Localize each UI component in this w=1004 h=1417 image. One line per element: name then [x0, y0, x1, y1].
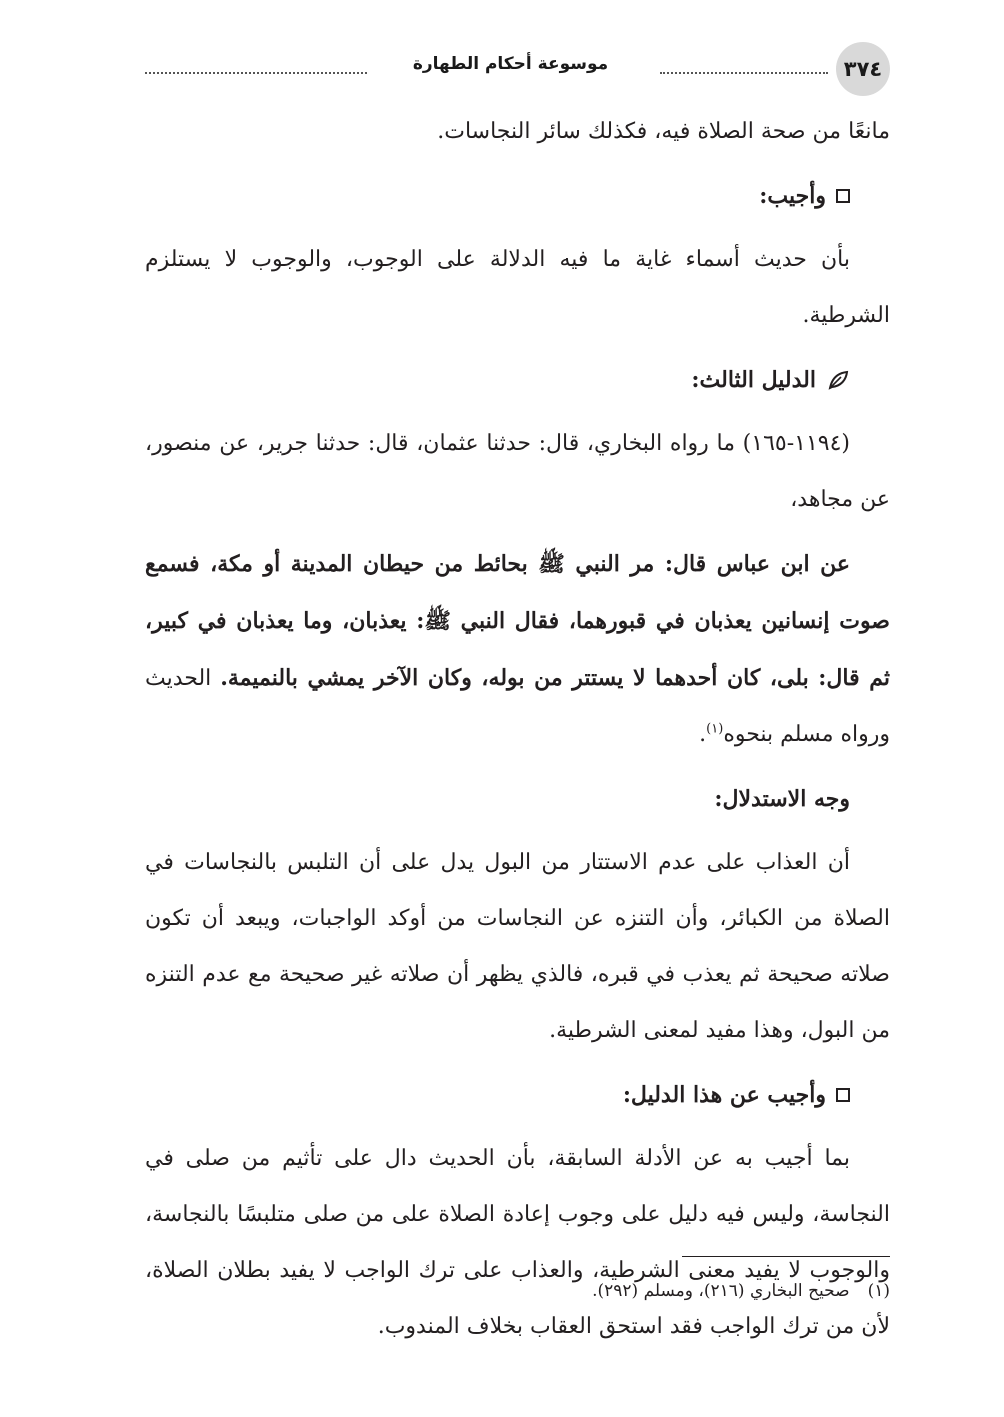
paragraph-inference: أن العذاب على عدم الاستتار من البول يدل على أن التلبس بالنجاسات في الصلاة من الكبائر، وأن التنزه عن النجاسات من أوكد الواجبات، ويبعد أن تكون صلاته صحيحة ثم يعذب في قبره، فالذي يظهر أن صلاته غير صحيحة مع عدم التنزه من البول، وهذا مفيد لمعنى الشرطية. [145, 850, 890, 1043]
checkbox-icon [836, 1088, 850, 1102]
leaf-icon [826, 368, 850, 392]
footnote-separator [682, 1256, 890, 1257]
hadith-end-mark: . [699, 722, 707, 747]
page-number: ٣٧٤ [836, 42, 890, 96]
paragraph-hadith-chain: (١١٩٤-١٦٥) ما رواه البخاري، قال: حدثنا عثمان، قال: حدثنا جرير، عن منصور، عن مجاهد، [145, 431, 890, 512]
paragraph-2: بأن حديث أسماء غاية ما فيه الدلالة على الوجوب، والوجوب لا يستلزم الشرطية. [145, 247, 890, 328]
paragraph-hadith-text [145, 536, 890, 763]
heading-third-evidence [145, 352, 890, 408]
heading-inference: وجه الاستدلال: [714, 786, 850, 812]
running-header [145, 42, 890, 98]
hadith-text-bold: عن ابن عباس قال: مر النبي ﷺ بحائط من حيطان المدينة أو مكة، فسمع صوت إنسانين يعذبان في قبورهما، فقال النبي ﷺ: يعذبان، وما يعذبان في كبير، ثم قال: بلى، كان أحدهما لا يستتر من بوله، وكان الآخر يمشي بالنميمة. [145, 551, 890, 691]
footnote-1 [290, 1276, 890, 1306]
paragraph-1: مانعًا من صحة الصلاة فيه، فكذلك سائر النجاسات. [437, 119, 890, 144]
heading-answer-evidence [145, 1067, 890, 1123]
header-dots-right [660, 72, 828, 74]
heading-third-evidence-label: الدليل الثالث: [691, 367, 816, 393]
running-title: موسوعة أحكام الطهارة [412, 54, 609, 74]
hadith-source-note: الحديث ورواه مسلم بنحوه [145, 666, 890, 747]
main-text [145, 104, 890, 1355]
heading-answer-label: وأجيب: [759, 183, 826, 209]
heading-answer-evidence-label: وأجيب عن هذا الدليل: [622, 1082, 826, 1108]
footnote-text: صحيح البخاري (٢١٦)، ومسلم (٢٩٢). [592, 1281, 850, 1301]
paragraph-answer: بما أجيب به عن الأدلة السابقة، بأن الحديث دال على تأثيم من صلى في النجاسة، وليس فيه دليل على وجوب إعادة الصلاة على من صلى متلبسًا بالنجاسة، والوجوب لا يفيد معنى الشرطية، والعذاب على ترك الواجب لا يفيد بطلان الصلاة، لأن من ترك الواجب فقد استحق العقاب بخلاف المندوب. [145, 1146, 890, 1339]
footnote-ref-1: (١) [706, 721, 724, 737]
header-dots-left [145, 72, 367, 74]
checkbox-icon [836, 189, 850, 203]
footnote-mark: (١) [867, 1281, 890, 1301]
heading-answer [145, 168, 890, 224]
